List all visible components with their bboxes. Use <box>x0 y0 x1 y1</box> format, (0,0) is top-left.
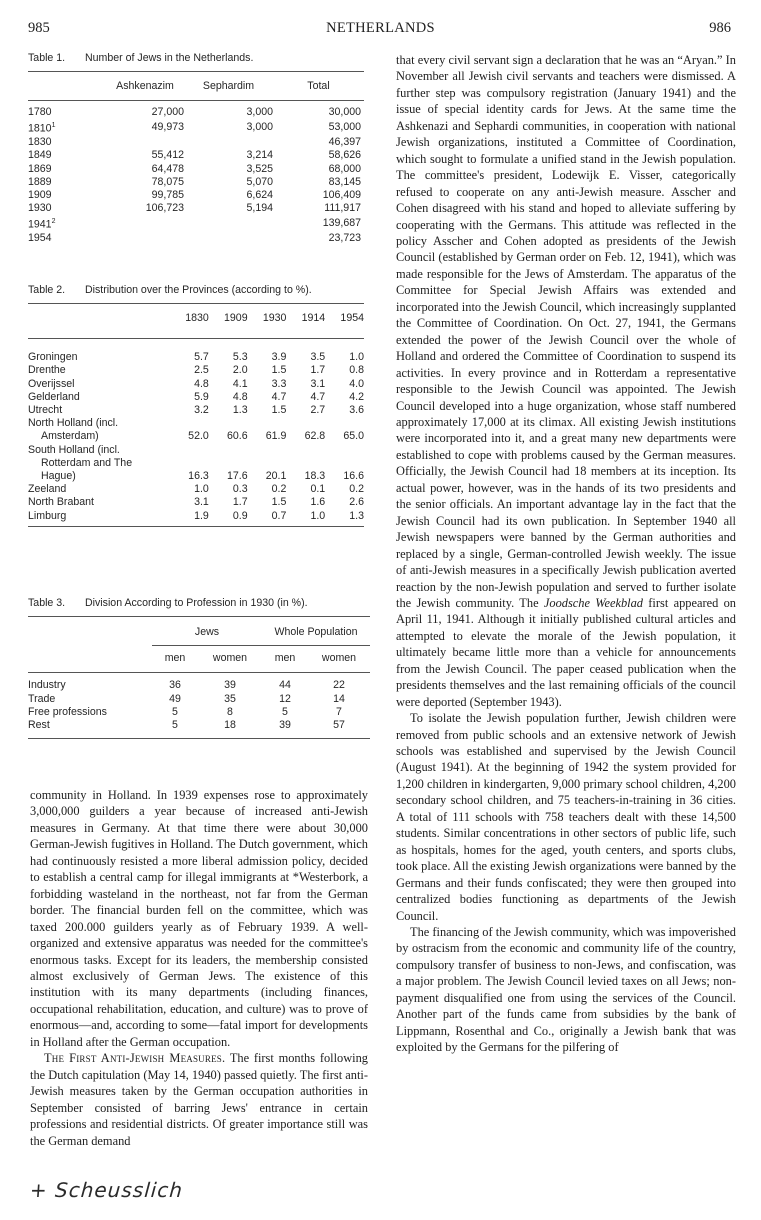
value-cell: 8 <box>227 705 233 718</box>
value-cell: 1.5 <box>271 364 287 377</box>
footnote-marker: 1 <box>51 122 56 130</box>
column-header: men <box>164 652 186 665</box>
profession-label: Trade <box>28 692 56 705</box>
value-cell: 0.3 <box>232 483 248 496</box>
table-row <box>28 215 364 232</box>
value-cell <box>209 417 248 430</box>
total-cell: 139,687 <box>322 217 361 230</box>
table-row <box>28 457 364 470</box>
value-cell: 0.2 <box>349 483 364 496</box>
table-row <box>28 378 364 391</box>
value-cell: 2.0 <box>232 364 248 377</box>
value-cell: 3.1 <box>310 377 326 390</box>
value-cell: 0.7 <box>271 509 287 522</box>
table-title: Number of Jews in the Netherlands. <box>85 52 254 64</box>
province-label: Overijssel <box>28 377 75 390</box>
column-header: men <box>274 652 296 665</box>
table-row <box>28 391 364 404</box>
value-cell: 4.7 <box>271 390 287 403</box>
profession-label: Rest <box>28 719 50 732</box>
sephardim-cell <box>184 215 273 232</box>
year-cell: 1889 <box>28 175 52 188</box>
sephardim-cell <box>184 232 273 245</box>
sephardim-cell: 3,000 <box>246 121 273 134</box>
paragraph: The financing of the Jewish community, which was impoverished by ostracism from the economic and community life of the country, compulsory transfer of business to non-Jews, and confiscation, was a major problem. The Jewish Council levied taxes on all Jews; non-payment disqualified one from using the services of the Council. Another part of the funds came from subsidies by the bank of Lippmann, Rosenthal and Co., originally a Jewish bank that was exploited by the Germans for the pilfering of <box>396 925 736 1055</box>
value-cell: 12 <box>279 692 291 705</box>
value-cell: 52.0 <box>188 430 209 443</box>
table-title: Division According to Profession in 1930 (in %). <box>85 597 308 609</box>
sephardim-cell: 3,525 <box>246 162 273 175</box>
paragraph: community in Holland. In 1939 expenses rose to approximately 3,000,000 guilders a year because of increased anti-Jewish measures in Germany. At that time there were about 30,000 German-Jewish fugitives in Holland. The Dutch government, which had continuously resisted a more liberal admission policy, decided to establish a central camp for illegal immigrants at *Westerbork, a forbidding wasteland in the northeast, not far from the German border. The financial burden fell on the committee, which was taxed 200.000 guilders yearly as of February 1939. A well-organized and extensive apparatus was needed for the committee's enormous tasks. Except for its leaders, the membership consisted almost exclusively of German Jews. The existence of this institution with its many departments (including finances, occupational rehabilitation, education, and culture) was to prove of enormous—and, according to some—fatal import for developments in Holland after the German occupation. <box>30 788 368 1049</box>
value-cell: 3.3 <box>271 377 287 390</box>
sephardim-cell <box>184 136 273 149</box>
year-cell: 1954 <box>28 232 52 245</box>
ashkenazim-cell <box>106 215 184 232</box>
value-cell <box>248 457 287 470</box>
body-text-left <box>30 787 368 1149</box>
total-cell: 46,397 <box>328 136 361 149</box>
sephardim-cell: 3,214 <box>246 149 273 162</box>
value-cell: 1.3 <box>349 509 364 522</box>
value-cell <box>325 444 364 457</box>
value-cell <box>286 457 325 470</box>
province-label: North Holland (incl. <box>28 417 119 430</box>
value-cell: 18 <box>224 719 236 732</box>
value-cell: 2.6 <box>349 496 364 509</box>
total-cell: 83,145 <box>328 175 361 188</box>
value-cell: 57 <box>333 719 345 732</box>
table-row <box>28 404 364 417</box>
table-row <box>28 483 364 496</box>
year-cell: 1830 <box>28 136 52 149</box>
table-rule-bottom <box>28 738 370 739</box>
table-caption <box>28 52 364 64</box>
table-row <box>28 202 364 215</box>
table-number: Table 2. <box>28 284 66 296</box>
ashkenazim-cell: 27,000 <box>151 106 184 119</box>
table-subheader-row <box>28 646 370 672</box>
value-cell: 5 <box>172 719 178 732</box>
total-cell: 30,000 <box>328 106 361 119</box>
total-cell: 23,723 <box>328 232 361 245</box>
page-number-left: 985 <box>28 20 50 36</box>
year-cell: 1780 <box>28 106 52 119</box>
publication-title: Joodsche Weekblad <box>543 595 643 610</box>
sephardim-cell: 6,624 <box>246 188 273 201</box>
value-cell: 44 <box>279 679 291 692</box>
column-header <box>28 72 106 100</box>
value-cell: 5 <box>282 705 288 718</box>
table-row <box>28 706 370 719</box>
running-title: NETHERLANDS <box>326 20 435 36</box>
ashkenazim-cell <box>106 232 184 245</box>
value-cell <box>209 457 248 470</box>
column-header: women <box>212 652 248 665</box>
province-label: Drenthe <box>28 364 66 377</box>
table-row <box>28 444 364 457</box>
value-cell: 4.8 <box>232 390 248 403</box>
column-header: Ashkenazim <box>116 80 174 92</box>
sephardim-cell: 5,070 <box>246 175 273 188</box>
paragraph: that every civil servant sign a declaration that he was an “Aryan.” In November all Jewish civil servants and teachers were dismissed. A further step was compulsory registration (January 1941) and the issue of special identity cards for Jews. At the same time the Ashkenazi and Sephardi communities, in cooperation with national Jewish organizations, instituted a Committee of Coordination, which sought to formulate a unified stand in the Jewish population. The committee's president, Lodewĳk E. Visser, categorically refused to cooperate on any anti-Jewish measure. Asscher and Cohen disagreed with his stand and hoped to alleviate suffering by cooperating with the Germans. This attitude was reflected in the policy Asscher and Cohen adopted as presidents of the Jewish Council (established by German order on Feb. 12, 1941), which was made responsible for the Jews of Amsterdam. The apparatus of the Committee for Special Jewish Affairs was extended and incorporated into the Jewish Council, which increasingly supplanted the Committee of Coordination. On Oct. 27, 1941, the Germans extended the power of the Jewish Council over the whole of Holland and ordered the Committee of Coordination to suspend its activities. In every province and in Rotterdam a representative responsible to the Jewish Council was appointed. The Jewish Council developed into a huge organization, whose staff numbered approximately 17,000 at its climax. All existing Jewish institutions were incorporated into it, and a great many new departments were established to cope with problems caused by the German measures. Officially, the Jewish Council had 18 members at its inception. Its actual power, however, was in the hands of its two presidents and the senior officials. An important advantage lay in the fact that the Jewish Council had its own publication. In September 1940 all Jewish newspapers were banned by the German authorities and replaced by a single, German-controlled Jewish weekly. The issue of anti-Jewish measures in a specifically Jewish publication averted reaction by the non-Jewish population and served to further isolate the Jewish community. The Joodsche Weekblad first appeared on April 11, 1941. Although it initially published cultural articles and attempted to elevate the morale of the Jewish population, it ultimately became little more than a vehicle for announcements from the Jewish Council. The paper ceased publication when the presidents themselves and the last remaining officials of the council were deported (September 1943). <box>396 53 736 709</box>
table-body <box>28 617 370 738</box>
ashkenazim-cell <box>106 136 184 149</box>
value-cell: 39 <box>224 679 236 692</box>
value-cell: 1.3 <box>232 404 248 417</box>
ashkenazim-cell: 49,973 <box>151 121 184 134</box>
column-header: 1930 <box>262 312 287 324</box>
value-cell: 4.8 <box>194 377 209 390</box>
value-cell <box>170 444 209 457</box>
province-label: North Brabant <box>28 496 94 509</box>
value-cell: 20.1 <box>265 470 287 483</box>
table-header-row <box>28 72 364 100</box>
ashkenazim-cell: 55,412 <box>151 149 184 162</box>
province-label: Hague) <box>41 470 76 483</box>
table-row <box>28 496 364 509</box>
total-cell: 58,626 <box>328 149 361 162</box>
value-cell: 1.5 <box>271 496 287 509</box>
column-header: Sephardim <box>202 80 255 92</box>
section-heading: The First Anti-Jewish Measures. <box>44 1051 226 1066</box>
table-row <box>28 673 370 692</box>
value-cell: 5.3 <box>232 351 248 364</box>
column-header: 1914 <box>301 312 326 324</box>
ashkenazim-cell: 99,785 <box>151 188 184 201</box>
province-label: Groningen <box>28 351 78 364</box>
value-cell: 60.6 <box>226 430 248 443</box>
paragraph: To isolate the Jewish population further, Jewish children were removed from public schools and an extensive network of Jewish schools was established and supervised by the Jewish Council (August 1941). At the beginning of 1942 the system provided for 1,200 children in kindergarten, 9,000 primary school children, 4,200 secondary school children, and 75 teachers-in-training in 36 cities. A total of 111 schools with 758 teachers dealt with these 14,500 students. Similar concentrations in other sectors of public life, such as hospitals, homes for the aged, youth centers, and sports clubs, took place. All the existing Jewish organizations were banned by the Germans and their funds confiscated; they were then grouped into centralized bodies functioning as departments of the Jewish Council. <box>396 711 736 923</box>
running-head <box>28 20 733 40</box>
province-label: Limburg <box>28 509 67 522</box>
sephardim-cell: 3,000 <box>246 106 273 119</box>
value-cell: 3.2 <box>194 404 209 417</box>
value-cell: 36 <box>169 679 181 692</box>
value-cell: 1.0 <box>310 509 326 522</box>
table-1 <box>28 52 364 245</box>
table-number: Table 3. <box>28 597 66 609</box>
total-cell: 53,000 <box>328 121 361 134</box>
value-cell: 5.7 <box>194 351 209 364</box>
table-3 <box>28 597 370 739</box>
total-cell: 68,000 <box>328 162 361 175</box>
value-cell: 0.8 <box>349 364 364 377</box>
value-cell: 0.2 <box>271 483 287 496</box>
year-cell: 1869 <box>28 162 52 175</box>
column-header: 1954 <box>340 312 364 324</box>
value-cell: 16.6 <box>343 470 364 483</box>
table-rule-bottom <box>28 526 364 527</box>
value-cell: 3.6 <box>349 404 364 417</box>
year-cell: 1849 <box>28 149 52 162</box>
value-cell: 1.0 <box>194 483 209 496</box>
value-cell: 2.7 <box>310 404 326 417</box>
footnote-marker: 2 <box>51 218 56 226</box>
year-cell: 1930 <box>28 202 52 215</box>
value-cell: 35 <box>224 692 236 705</box>
value-cell <box>209 444 248 457</box>
value-cell: 1.7 <box>232 496 248 509</box>
value-cell <box>286 444 325 457</box>
province-label: South Holland (incl. <box>28 443 120 456</box>
table-row <box>28 176 364 189</box>
value-cell: 14 <box>333 692 345 705</box>
body-text-right <box>396 52 736 1056</box>
value-cell: 18.3 <box>304 470 326 483</box>
value-cell <box>325 417 364 430</box>
table-row <box>28 149 364 162</box>
sephardim-cell: 5,194 <box>246 202 273 215</box>
table-row <box>28 119 364 136</box>
value-cell: 5.9 <box>194 390 209 403</box>
table-row <box>28 693 370 706</box>
province-label: Utrecht <box>28 404 63 417</box>
province-label: Gelderland <box>28 390 80 403</box>
value-cell: 22 <box>333 679 345 692</box>
table-row <box>28 136 364 149</box>
province-label: Rotterdam and The <box>41 456 133 469</box>
value-cell: 1.5 <box>271 404 287 417</box>
value-cell: 61.9 <box>265 430 287 443</box>
value-cell <box>170 457 209 470</box>
total-cell: 106,409 <box>322 188 361 201</box>
value-cell: 4.0 <box>349 377 364 390</box>
value-cell: 1.9 <box>194 509 209 522</box>
ashkenazim-cell: 106,723 <box>145 202 184 215</box>
table-row <box>28 430 364 443</box>
table-body <box>28 304 364 526</box>
handwritten-annotation: + Scheusslich <box>29 1178 184 1202</box>
group-header-whole-population: Whole Population <box>274 626 358 638</box>
value-cell: 49 <box>169 692 181 705</box>
table-2 <box>28 284 364 527</box>
year-cell: 1909 <box>28 188 52 201</box>
total-cell: 111,917 <box>324 202 361 215</box>
value-cell: 3.9 <box>271 351 287 364</box>
table-row <box>28 101 364 119</box>
value-cell: 4.7 <box>310 390 326 403</box>
table-caption <box>28 284 364 296</box>
value-cell: 1.6 <box>310 496 326 509</box>
value-cell: 65.0 <box>343 430 364 443</box>
table-row <box>28 189 364 202</box>
province-label: Amsterdam) <box>41 430 99 443</box>
table-group-header-row <box>28 617 370 645</box>
table-row <box>28 163 364 176</box>
value-cell: 3.1 <box>194 496 209 509</box>
ashkenazim-cell: 78,075 <box>151 175 184 188</box>
value-cell <box>248 444 287 457</box>
value-cell: 2.5 <box>194 364 209 377</box>
column-header: 1909 <box>224 312 248 324</box>
table-row <box>28 719 370 738</box>
table-number: Table 1. <box>28 52 66 64</box>
table-row <box>28 339 364 364</box>
value-cell: 62.8 <box>304 430 326 443</box>
value-cell <box>286 417 325 430</box>
value-cell: 4.2 <box>349 390 364 403</box>
year-cell: 1941$^2$ <box>28 218 56 231</box>
value-cell: 0.1 <box>310 483 326 496</box>
value-cell: 5 <box>172 705 178 718</box>
column-header <box>28 304 170 338</box>
profession-label: Industry <box>28 679 66 692</box>
value-cell <box>248 417 287 430</box>
value-cell: 16.3 <box>188 470 209 483</box>
profession-label: Free professions <box>28 705 107 718</box>
paragraph: The First Anti-Jewish Measures. The first months following the Dutch capitulation (May 14, 1940) passed quietly. The first anti-Jewish measures taken by the German occupation authorities in September consisted of barring Jews' entrance in certain professions and residential districts. Of greater importance still was the German demand <box>30 1051 369 1148</box>
table-row <box>28 470 364 483</box>
table-row <box>28 417 364 430</box>
table-title: Distribution over the Provinces (according to %). <box>85 284 312 296</box>
year-cell: 1810$^1$ <box>28 122 56 135</box>
province-label: Zeeland <box>28 483 67 496</box>
value-cell: 17.6 <box>226 470 248 483</box>
column-header: 1830 <box>185 312 209 324</box>
page-number-right: 986 <box>709 20 731 36</box>
value-cell: 0.9 <box>232 509 248 522</box>
table-body <box>28 72 364 245</box>
table-row <box>28 232 364 245</box>
value-cell: 7 <box>336 705 342 718</box>
group-header-jews: Jews <box>194 626 220 638</box>
value-cell <box>325 457 364 470</box>
table-header-row <box>28 304 364 338</box>
value-cell: 4.1 <box>232 377 248 390</box>
column-header: women <box>321 652 357 665</box>
table-row <box>28 510 364 526</box>
table-caption <box>28 597 370 609</box>
column-header: Total <box>307 80 330 92</box>
ashkenazim-cell: 64,478 <box>151 162 184 175</box>
value-cell: 3.5 <box>310 351 326 364</box>
value-cell <box>170 417 209 430</box>
value-cell: 1.7 <box>310 364 326 377</box>
value-cell: 1.0 <box>349 351 364 364</box>
table-row <box>28 364 364 377</box>
value-cell: 39 <box>279 719 291 732</box>
